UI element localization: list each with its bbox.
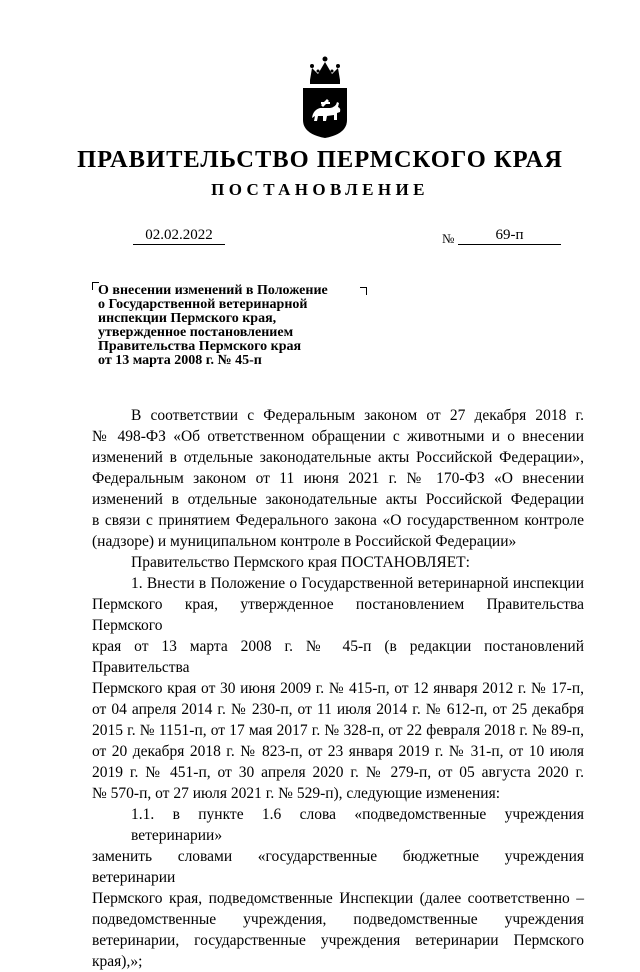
body-line: изменений в отдельные законодательные акты Российской Федерации [92, 491, 584, 508]
body-line: В соответствии с Федеральным законом от 27 декабря 2018 г. [131, 407, 584, 424]
subject-line: о Государственной ветеринарной [98, 297, 308, 312]
subject-heading [98, 284, 368, 368]
document-type: ПОСТАНОВЛЕНИЕ [211, 180, 429, 199]
body-line: (надзоре) и муниципальном контроле в Российской Федерации» [92, 533, 517, 550]
body-line: изменений в отдельные законодательные акты Российской Федерации», [92, 449, 584, 466]
body-line: Пермского края от 30 июня 2009 г. № 415-п, от 12 января 2012 г. № 17-п, [92, 680, 584, 697]
government-title: ПРАВИТЕЛЬСТВО ПЕРМСКОГО КРАЯ [77, 146, 563, 173]
body-line: от 20 декабря 2018 г. № 823-п, от 23 января 2019 г. № 31-п, от 10 июля [92, 743, 584, 760]
body-line: ветеринарии, государственные учреждения ветеринарии Пермского [92, 932, 584, 949]
document-number: 69-п [458, 226, 561, 245]
body-line: края),»; [92, 953, 143, 970]
subject-line: утвержденное постановлением [98, 325, 294, 340]
body-line: Федеральным законом от 11 июня 2021 г. № 170-ФЗ «О внесении [92, 470, 584, 487]
body-line: от 04 апреля 2014 г. № 230-п, от 11 июля 2014 г. № 612-п, от 25 декабря [92, 701, 584, 718]
body-line: Пермского края, подведомственные Инспекции (далее соответственно – [92, 890, 584, 907]
body-line: Правительство Пермского края ПОСТАНОВЛЯЕТ: [131, 554, 470, 571]
perm-krai-coat-of-arms-icon [300, 50, 350, 140]
body-line: 2015 г. № 1151-п, от 17 мая 2017 г. № 328-п, от 22 февраля 2018 г. № 89-п, [92, 722, 584, 739]
body-line: 1. Внести в Положение о Государственной ветеринарной инспекции [131, 575, 584, 592]
body-line: подведомственные учреждения, подведомственные учреждения [92, 911, 584, 928]
body-line: Пермского края, утвержденное постановлением Правительства Пермского [92, 596, 584, 634]
body-line: № 570-п, от 27 июля 2021 г. № 529-п), следующие изменения: [92, 785, 501, 802]
subject-line: от 13 марта 2008 г. № 45-п [98, 353, 262, 368]
body-line: заменить словами «государственные бюджетные учреждения ветеринарии [92, 848, 584, 886]
body-line: в связи с принятием Федерального закона «О государственном контроле [92, 512, 584, 529]
subject-line: инспекции Пермского края, [98, 311, 277, 326]
number-label: № [442, 231, 455, 246]
subject-line: Правительства Пермского края [98, 339, 302, 354]
body-line: края от 13 марта 2008 г. № 45-п (в редакции постановлений Правительства [92, 638, 584, 676]
body-line: 2019 г. № 451-п, от 30 апреля 2020 г. № 279-п, от 05 августа 2020 г. [92, 764, 584, 781]
body-line: № 498-ФЗ «Об ответственном обращении с животными и о внесении [92, 428, 584, 445]
body-line: 1.1. в пункте 1.6 слова «подведомственные учреждения ветеринарии» [131, 806, 584, 844]
document-body [92, 405, 584, 972]
subject-line: О внесении изменений в Положение [98, 283, 328, 298]
document-date: 02.02.2022 [133, 226, 225, 245]
